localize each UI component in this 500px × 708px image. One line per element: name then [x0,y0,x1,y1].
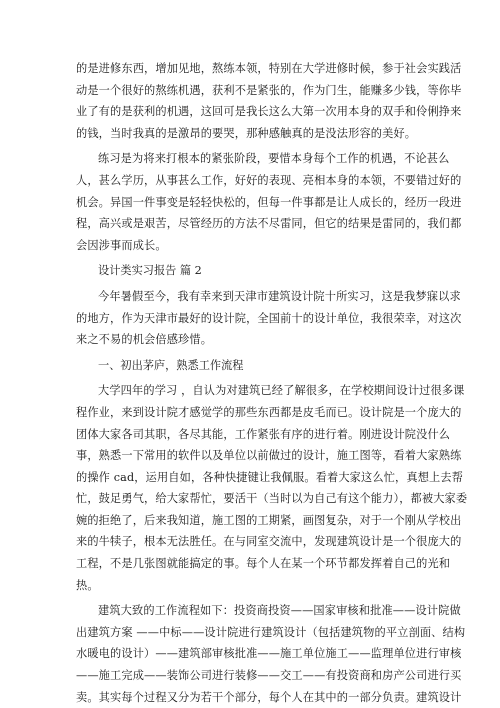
subsection-title-text: 一、初出茅庐，熟悉工作流程 [98,358,244,372]
text-line: 会因涉事而成长。 [76,238,167,252]
text-line: 的操作 cad，运用自如，各种快捷键让我佩服。看着大家这么忙，真想上去帮 [76,470,464,484]
text-line: 的地方，作为天津市最好的设计院，全国前十的设计单位，我很荣幸，对这次 [76,311,462,325]
text-line: 人，甚么学历，从事甚么工作，好好的表现、亮相本身的本领，不要错过好的 [76,173,462,187]
section-title-text: 设计类实习报告 篇 2 [98,264,202,278]
text-line: 水暖电的设计）——建筑部审核批准——施工单位施工——监理单位进行审核 [76,647,462,661]
text-line: 婉的拒绝了，后来我知道，施工图的工期紧，画图复杂，对于一个刚从学校出 [76,513,462,527]
paragraph-2 [76,148,462,256]
text-line: 来的牛犊子，根本无法胜任。在与同室交流中，发现建筑设计是一个很庞大的 [76,535,462,549]
text-line: 程作业，来到设计院才感觉学的那些东西都是皮毛而已。设计院是一个庞大的 [76,405,462,419]
text-line: 事，熟悉一下常用的软件以及单位以前做过的设计，施工图等，看着大家熟练 [76,449,462,463]
paragraph-7 [76,600,466,708]
text-line: 业了有的是获利的机遇，这回可是我长这么大第一次用本身的双手和伶俐挣来 [76,105,462,119]
text-line: ——施工完成——装饰公司进行装修——交工——有投资商和房产公司进行买 [76,669,462,683]
text-line: 出建筑方案 ——中标——设计院进行建筑设计（包括建筑物的平立剖面、结构 [76,625,466,639]
paragraph-4 [76,286,462,351]
text-line: 忙，鼓足勇气，给大家帮忙，要活干（当时以为自己有这个能力），都被大家委 [76,492,468,506]
subsection-title [76,355,428,377]
document-page [76,58,468,708]
text-line: 的是进修东西，增加见地，熬练本领，特别在大学进修时候，参于社会实践活 [76,62,462,75]
text-line: 的钱，当时我真的是激昂的要哭，那种感触真的是没法形容的美好。 [76,126,417,140]
text-line: 工程，不是几张图就能搞定的事。每个人在某一个环节都发挥着自己的光和 [76,557,451,571]
paragraph-1 [76,58,462,144]
text-line: 机会。异国一件事变是轻轻快松的，但每一件事都是让人成长的，经历一段进 [76,195,462,209]
text-line: 程，高兴或是艰苦，尽管经历的方法不尽雷同，但它的结果是雷同的，我们都 [76,217,462,231]
section-title [76,260,428,282]
text-line: 来之不易的机会倍感珍惜。 [76,333,213,347]
text-line: 动是一个很好的熬练机遇，获利不是紧张的，作为门生，能赚多少钱，等你毕 [76,83,462,97]
text-line: 大学四年的学习 ，自认为对建筑已经了解很多，在学校期间设计过很多课 [98,384,465,398]
text-line: 今年暑假至今，我有幸来到天津市建筑设计院十所实习，这是我梦寐以求 [98,289,461,303]
text-line: 团体大家各司其职，各尽其能，工作紧张有序的进行着。刚进设计院没什么 [76,427,451,441]
text-line: 建筑大致的工作流程如下：投资商投资——国家审核和批准——设计院做 [98,604,461,618]
text-line: 卖。其实每个过程又分为若干个部分，每个人在其中的一部分负责。建筑设计 [76,690,462,704]
paragraph-6 [76,380,468,596]
text-line: 热。 [76,578,99,592]
text-line: 练习是为将来打根本的紧张阶段，要惜本身每个工作的机遇，不论甚么 [98,152,450,166]
